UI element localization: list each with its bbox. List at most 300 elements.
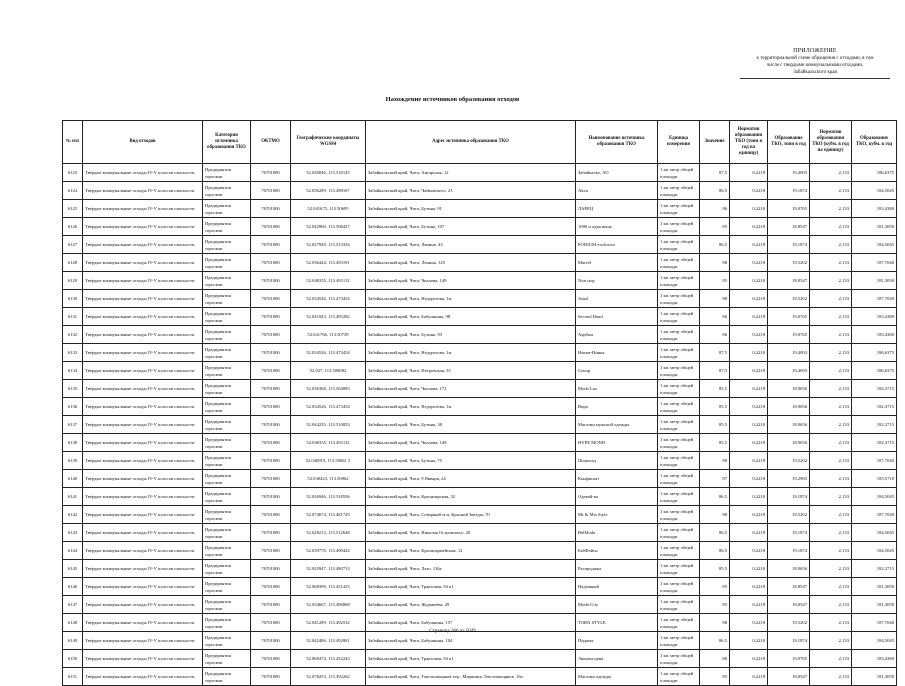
- cell-coordinates: 52.041675, 113.50695: [291, 200, 366, 218]
- cell-oktmo: 76701000: [251, 182, 291, 200]
- cell-norm-tons: 0,2218: [730, 470, 768, 488]
- cell-tons-per-year: 18,9656: [768, 560, 810, 578]
- cell-number: 6149: [63, 632, 83, 650]
- cell-tons-per-year: 19,4093: [768, 344, 810, 362]
- table-row: [63, 434, 897, 452]
- cell-address: Забайкальский край, Чита, Чкалова, 149: [366, 434, 576, 452]
- cell-norm-tons: 0,2218: [730, 398, 768, 416]
- cell-value: 85,5: [700, 416, 730, 434]
- cell-oktmo: 76701000: [251, 200, 291, 218]
- cell-oktmo: 76701000: [251, 236, 291, 254]
- cell-norm-cubic: 2,133: [810, 344, 852, 362]
- cell-number: 6125: [63, 200, 83, 218]
- cell-norm-cubic: 2,133: [810, 290, 852, 308]
- cell-unit: 1 кв. метр общей площади: [658, 614, 700, 632]
- cell-tons-per-year: 18,8547: [768, 596, 810, 614]
- cell-value: 86,5: [700, 542, 730, 560]
- cell-coordinates: 52.044235, 113.510853: [291, 416, 366, 434]
- cell-unit: 1 кв. метр общей площади: [658, 578, 700, 596]
- cell-source-category: Предприятия торговли: [203, 542, 251, 560]
- cell-number: 6140: [63, 470, 83, 488]
- cell-source-category: Предприятия торговли: [203, 200, 251, 218]
- cell-cubic-per-year: 184,5045: [852, 488, 897, 506]
- cell-value: 86: [700, 650, 730, 668]
- cell-norm-tons: 0,2218: [730, 272, 768, 290]
- cell-tons-per-year: 19,1874: [768, 182, 810, 200]
- cell-value: 85: [700, 596, 730, 614]
- cell-tons-per-year: 18,8547: [768, 668, 810, 686]
- cell-value: 87: [700, 470, 730, 488]
- cell-number: 6148: [63, 614, 83, 632]
- cell-norm-tons: 0,2218: [730, 668, 768, 686]
- cell-oktmo: 76701000: [251, 542, 291, 560]
- cell-unit: 1 кв. метр общей площади: [658, 236, 700, 254]
- cell-oktmo: 76701000: [251, 434, 291, 452]
- header-col-norm-cubic: Норматив образования ТКО (кубм. в год на единицу): [810, 121, 852, 164]
- appendix-line: к территориальной схеме обращения с отходами, в том: [756, 56, 874, 61]
- cell-norm-cubic: 2,133: [810, 362, 852, 380]
- cell-norm-tons: 0,2218: [730, 326, 768, 344]
- cell-source-name: Akva: [576, 182, 658, 200]
- cell-tons-per-year: 19,5202: [768, 254, 810, 272]
- cell-source-category: Предприятия торговли: [203, 164, 251, 182]
- table-body: [63, 164, 897, 686]
- cell-address: Забайкальский край, Чита, Бутина, 38: [366, 416, 576, 434]
- cell-coordinates: 52.025947, 113.480713: [291, 560, 366, 578]
- cell-waste-type: Твёрдые коммунальные отходы IV-V классов опасности: [83, 164, 203, 182]
- cell-waste-type: Твёрдые коммунальные отходы IV-V классов опасности: [83, 344, 203, 362]
- cell-waste-type: Твёрдые коммунальные отходы IV-V классов опасности: [83, 506, 203, 524]
- cell-address: Забайкальский край, Чита, Бабушкина, 104: [366, 632, 576, 650]
- cell-tons-per-year: 19,0765: [768, 326, 810, 344]
- cell-source-category: Предприятия торговли: [203, 596, 251, 614]
- cell-number: 6132: [63, 326, 83, 344]
- cell-number: 6135: [63, 380, 83, 398]
- cell-norm-tons: 0,2218: [730, 200, 768, 218]
- cell-address: Забайкальский край, Чита, Красноармейская, 12: [366, 542, 576, 560]
- cell-tons-per-year: 18,9656: [768, 398, 810, 416]
- cell-cubic-per-year: 182,3715: [852, 560, 897, 578]
- cell-norm-tons: 0,2218: [730, 542, 768, 560]
- cell-coordinates: 52.034526, 113.473454: [291, 290, 366, 308]
- cell-oktmo: 76701000: [251, 344, 291, 362]
- cell-waste-type: Твёрдые коммунальные отходы IV-V классов опасности: [83, 578, 203, 596]
- cell-tons-per-year: 19,1874: [768, 488, 810, 506]
- cell-value: 85: [700, 668, 730, 686]
- cell-unit: 1 кв. метр общей площади: [658, 668, 700, 686]
- cell-unit: 1 кв. метр общей площади: [658, 506, 700, 524]
- cell-source-name: Эконом-цена: [576, 650, 658, 668]
- table-row: [63, 290, 897, 308]
- cell-waste-type: Твёрдые коммунальные отходы IV-V классов опасности: [83, 398, 203, 416]
- cell-coordinates: 52.041843, 113.495282: [291, 308, 366, 326]
- cell-cubic-per-year: 181,3050: [852, 272, 897, 290]
- cell-norm-tons: 0,2218: [730, 632, 768, 650]
- cell-coordinates: 52.040355, 113.491112: [291, 272, 366, 290]
- cell-tons-per-year: 18,9656: [768, 434, 810, 452]
- table-row: [63, 650, 897, 668]
- cell-value: 85,5: [700, 434, 730, 452]
- cell-oktmo: 76701000: [251, 632, 291, 650]
- cell-source-name: Шоколад: [576, 452, 658, 470]
- cell-coordinates: 52.036289, 113.498167: [291, 182, 366, 200]
- cell-value: 85: [700, 218, 730, 236]
- table-row: [63, 668, 897, 686]
- cell-number: 6145: [63, 560, 83, 578]
- cell-tons-per-year: 19,1874: [768, 542, 810, 560]
- cell-tons-per-year: 19,2983: [768, 470, 810, 488]
- cell-number: 6123: [63, 164, 83, 182]
- cell-address: Забайкальский край, Чита, 9 Января, 24: [366, 470, 576, 488]
- cell-coordinates: 52.034526, 113.473454: [291, 344, 366, 362]
- cell-value: 87,5: [700, 164, 730, 182]
- cell-oktmo: 76701000: [251, 650, 291, 668]
- cell-norm-cubic: 2,133: [810, 326, 852, 344]
- cell-number: 6124: [63, 182, 83, 200]
- header-col-tons-per-year: Образование ТКО, тонн в год: [768, 121, 810, 164]
- cell-waste-type: Твёрдые коммунальные отходы IV-V классов опасности: [83, 254, 203, 272]
- cell-address: Забайкальский край, Чита, Петровская, 35: [366, 362, 576, 380]
- table-row: [63, 524, 897, 542]
- cell-source-category: Предприятия торговли: [203, 380, 251, 398]
- cell-source-category: Предприятия торговли: [203, 398, 251, 416]
- cell-number: 6138: [63, 434, 83, 452]
- cell-cubic-per-year: 185,5710: [852, 470, 897, 488]
- cell-value: 85,5: [700, 560, 730, 578]
- appendix-line: Забайкальского края: [793, 70, 837, 75]
- cell-waste-type: Твёрдые коммунальные отходы IV-V классов опасности: [83, 434, 203, 452]
- cell-cubic-per-year: 187,7040: [852, 506, 897, 524]
- cell-norm-cubic: 2,133: [810, 308, 852, 326]
- cell-coordinates: 52.028213, 113.512648: [291, 524, 366, 542]
- cell-address: Забайкальский край, Чита, Текстильщиков тер., Мариинск Текстильщиков, 16а: [366, 668, 576, 686]
- cell-norm-tons: 0,2218: [730, 596, 768, 614]
- cell-norm-tons: 0,2218: [730, 254, 768, 272]
- header-col-unit: Единица измерения: [658, 121, 700, 164]
- document-title: Нахождение источников образования отходов: [385, 96, 520, 103]
- table-row: [63, 164, 897, 182]
- cell-unit: 1 кв. метр общей площади: [658, 416, 700, 434]
- cell-source-name: Надежный: [576, 578, 658, 596]
- cell-source-category: Предприятия торговли: [203, 452, 251, 470]
- cell-oktmo: 76701000: [251, 578, 291, 596]
- cell-value: 88: [700, 254, 730, 272]
- cell-unit: 1 кв. метр общей площади: [658, 470, 700, 488]
- cell-address: Забайкальский край, Чита, Трактовая, 54 к1: [366, 650, 576, 668]
- cell-waste-type: Твёрдые коммунальные отходы IV-V классов опасности: [83, 236, 203, 254]
- cell-source-name: ЛАРЕЦ: [576, 200, 658, 218]
- table-row: [63, 326, 897, 344]
- cell-source-category: Предприятия торговли: [203, 326, 251, 344]
- cell-norm-tons: 0,2218: [730, 290, 768, 308]
- cell-coordinates: 52.040819, 113.50661 5: [291, 452, 366, 470]
- cell-value: 88: [700, 452, 730, 470]
- cell-coordinates: 52.078253, 113.392262: [291, 668, 366, 686]
- appendix-heading: ПРИЛОЖЕНИЕ: [793, 48, 837, 54]
- header-col-norm-tons: Норматив образования ТКО (тонн в год на единицу): [730, 121, 768, 164]
- cell-norm-cubic: 2,133: [810, 434, 852, 452]
- cell-number: 6134: [63, 362, 83, 380]
- cell-norm-tons: 0,2218: [730, 182, 768, 200]
- cell-source-name: Одевай-ка: [576, 488, 658, 506]
- cell-source-name: Moda-City: [576, 596, 658, 614]
- cell-number: 6144: [63, 542, 83, 560]
- cell-value: 85: [700, 272, 730, 290]
- header-col-address: Адрес источника образования ТКО: [366, 121, 576, 164]
- cell-waste-type: Твёрдые коммунальные отходы IV-V классов опасности: [83, 182, 203, 200]
- cell-source-category: Предприятия торговли: [203, 236, 251, 254]
- cell-value: 86,5: [700, 182, 730, 200]
- cell-cubic-per-year: 187,7040: [852, 452, 897, 470]
- cell-source-name: Нитки-Нинка: [576, 344, 658, 362]
- cell-cubic-per-year: 184,5045: [852, 236, 897, 254]
- cell-tons-per-year: 18,9656: [768, 380, 810, 398]
- cell-coordinates: 52.040355, 113.491112: [291, 434, 366, 452]
- header-col-source-name: Наименование источника образования ТКО: [576, 121, 658, 164]
- table-row: [63, 506, 897, 524]
- cell-cubic-per-year: 186,6375: [852, 344, 897, 362]
- cell-oktmo: 76701000: [251, 362, 291, 380]
- table-row: [63, 560, 897, 578]
- cell-source-category: Предприятия торговли: [203, 650, 251, 668]
- cell-tons-per-year: 19,0765: [768, 308, 810, 326]
- cell-oktmo: 76701000: [251, 596, 291, 614]
- table-row: [63, 416, 897, 434]
- cell-number: 6147: [63, 596, 83, 614]
- cell-coordinates: 52.074674, 113.481729: [291, 506, 366, 524]
- cell-source-name: TORN STYLE: [576, 614, 658, 632]
- cell-norm-cubic: 2,133: [810, 578, 852, 596]
- cell-source-category: Предприятия торговли: [203, 344, 251, 362]
- cell-oktmo: 76701000: [251, 398, 291, 416]
- cell-source-category: Предприятия торговли: [203, 488, 251, 506]
- cell-cubic-per-year: 187,7040: [852, 290, 897, 308]
- cell-source-category: Предприятия торговли: [203, 308, 251, 326]
- cell-source-name: РODIUM-exclusive: [576, 236, 658, 254]
- cell-norm-cubic: 2,133: [810, 668, 852, 686]
- cell-address: Забайкальский край, Чита, Лазо, 116а: [366, 560, 576, 578]
- cell-norm-tons: 0,2218: [730, 650, 768, 668]
- cell-unit: 1 кв. метр общей площади: [658, 254, 700, 272]
- cell-source-name: БабФэйсн: [576, 542, 658, 560]
- cell-norm-tons: 0,2218: [730, 488, 768, 506]
- cell-address: Забайкальский край, Чита, Чкалова, 149: [366, 272, 576, 290]
- cell-waste-type: Твёрдые коммунальные отходы IV-V классов опасности: [83, 668, 203, 686]
- table-row: [63, 308, 897, 326]
- cell-coordinates: 52.041289, 113.492532: [291, 614, 366, 632]
- cell-value: 86,5: [700, 524, 730, 542]
- cell-value: 87,5: [700, 362, 730, 380]
- cell-source-name: Конфискат: [576, 470, 658, 488]
- cell-address: Забайкальский край, Чита, Недорезова, 1м: [366, 344, 576, 362]
- cell-unit: 1 кв. метр общей площади: [658, 524, 700, 542]
- cell-number: 6146: [63, 578, 83, 596]
- cell-source-name: Харбин: [576, 326, 658, 344]
- cell-number: 6142: [63, 506, 83, 524]
- cell-address: Забайкальский край, Чита, Журавлёва, 29: [366, 596, 576, 614]
- cell-norm-cubic: 2,133: [810, 542, 852, 560]
- cell-number: 6143: [63, 524, 83, 542]
- cell-source-name: Забайкалье, АО: [576, 164, 658, 182]
- cell-tons-per-year: 19,0765: [768, 650, 810, 668]
- cell-tons-per-year: 19,1874: [768, 632, 810, 650]
- table-row: [63, 488, 897, 506]
- table-row: [63, 362, 897, 380]
- cell-source-category: Предприятия торговли: [203, 182, 251, 200]
- cell-coordinates: 52.027949, 113.513334: [291, 236, 366, 254]
- page-number: Страница 366 из 5049: [429, 629, 476, 634]
- cell-norm-cubic: 2,133: [810, 596, 852, 614]
- cell-norm-cubic: 2,133: [810, 488, 852, 506]
- cell-norm-tons: 0,2218: [730, 452, 768, 470]
- cell-address: Забайкальский край, Чита, Чкалова, 172: [366, 380, 576, 398]
- cell-unit: 1 кв. метр общей площади: [658, 434, 700, 452]
- cell-address: Забайкальский край, Чита, Северный м-н, Красной Звезды, 70: [366, 506, 576, 524]
- cell-coordinates: 52.036368, 113.504083: [291, 380, 366, 398]
- cell-oktmo: 76701000: [251, 614, 291, 632]
- appendix-line: числе с твердыми коммунальными отходами,: [766, 63, 864, 68]
- header-col-value: Значение: [700, 121, 730, 164]
- cell-source-name: 1000 и одна вещь: [576, 218, 658, 236]
- cell-oktmo: 76701000: [251, 488, 291, 506]
- cell-coordinates: 52.041766, 113.50739: [291, 326, 366, 344]
- cell-norm-cubic: 2,133: [810, 164, 852, 182]
- table-row: [63, 182, 897, 200]
- cell-waste-type: Твёрдые коммунальные отходы IV-V классов опасности: [83, 326, 203, 344]
- cell-address: Забайкальский край, Чита, Николая Островского, 20: [366, 524, 576, 542]
- cell-waste-type: Твёрдые коммунальные отходы IV-V классов опасности: [83, 272, 203, 290]
- cell-cubic-per-year: 184,5045: [852, 542, 897, 560]
- cell-number: 6141: [63, 488, 83, 506]
- cell-norm-tons: 0,2218: [730, 164, 768, 182]
- cell-tons-per-year: 19,0765: [768, 200, 810, 218]
- table-header-row: [63, 121, 897, 164]
- cell-oktmo: 76701000: [251, 272, 291, 290]
- cell-cubic-per-year: 181,3050: [852, 668, 897, 686]
- cell-oktmo: 76701000: [251, 164, 291, 182]
- cell-unit: 1 кв. метр общей площади: [658, 632, 700, 650]
- header-col-coordinates: Географические координаты WGS84: [291, 121, 366, 164]
- cell-coordinates: 52.034667, 113.496868: [291, 596, 366, 614]
- appendix-block: [735, 48, 895, 79]
- cell-address: Забайкальский край, Чита, Бутина, 93: [366, 326, 576, 344]
- cell-unit: 1 кв. метр общей площади: [658, 218, 700, 236]
- cell-cubic-per-year: 183,4380: [852, 308, 897, 326]
- cell-value: 86: [700, 326, 730, 344]
- table-row: [63, 344, 897, 362]
- table-row: [63, 470, 897, 488]
- cell-norm-cubic: 2,133: [810, 452, 852, 470]
- cell-cubic-per-year: 183,4380: [852, 650, 897, 668]
- cell-value: 88: [700, 290, 730, 308]
- cell-coordinates: 52.026946, 113.518556: [291, 488, 366, 506]
- cell-address: Забайкальский край, Чита, Ленина, 125: [366, 254, 576, 272]
- cell-norm-tons: 0,2218: [730, 524, 768, 542]
- cell-value: 85,5: [700, 398, 730, 416]
- cell-unit: 1 кв. метр общей площади: [658, 398, 700, 416]
- cell-unit: 1 кв. метр общей площади: [658, 362, 700, 380]
- cell-value: 87,5: [700, 344, 730, 362]
- cell-number: 6129: [63, 272, 83, 290]
- cell-number: 6127: [63, 236, 83, 254]
- cell-source-name: Вира: [576, 398, 658, 416]
- cell-norm-cubic: 2,133: [810, 236, 852, 254]
- cell-unit: 1 кв. метр общей площади: [658, 326, 700, 344]
- cell-waste-type: Твёрдые коммунальные отходы IV-V классов опасности: [83, 632, 203, 650]
- cell-source-name: HYPE MOND: [576, 434, 658, 452]
- cell-address: Забайкальский край, Чита, Бутина, 75: [366, 452, 576, 470]
- cell-address: Забайкальский край, Чита, Бутина, 107: [366, 218, 576, 236]
- cell-waste-type: Твёрдые коммунальные отходы IV-V классов опасности: [83, 380, 203, 398]
- cell-number: 6130: [63, 290, 83, 308]
- cell-number: 6137: [63, 416, 83, 434]
- cell-unit: 1 кв. метр общей площади: [658, 596, 700, 614]
- cell-tons-per-year: 19,5202: [768, 614, 810, 632]
- cell-norm-tons: 0,2218: [730, 578, 768, 596]
- header-col-oktmo: ОКТМО: [251, 121, 291, 164]
- table-row: [63, 596, 897, 614]
- cell-source-name: Магазин мужской одежды: [576, 416, 658, 434]
- cell-source-name: Mr & Mrs Style: [576, 506, 658, 524]
- cell-waste-type: Твёрдые коммунальные отходы IV-V классов опасности: [83, 362, 203, 380]
- cell-address: Забайкальский край, Чита, Красноярская, 32: [366, 488, 576, 506]
- cell-unit: 1 кв. метр общей площади: [658, 272, 700, 290]
- table-row: [63, 398, 897, 416]
- cell-oktmo: 76701000: [251, 254, 291, 272]
- cell-norm-tons: 0,2218: [730, 416, 768, 434]
- cell-cubic-per-year: 187,7040: [852, 254, 897, 272]
- cell-cubic-per-year: 181,3050: [852, 218, 897, 236]
- cell-norm-tons: 0,2218: [730, 614, 768, 632]
- header-col-number: № п/п: [63, 121, 83, 164]
- cell-number: 6150: [63, 650, 83, 668]
- cell-source-category: Предприятия торговли: [203, 272, 251, 290]
- cell-coordinates: 52.020046, 113.518145: [291, 164, 366, 182]
- table-row: [63, 632, 897, 650]
- cell-value: 88: [700, 506, 730, 524]
- cell-source-category: Предприятия торговли: [203, 632, 251, 650]
- cell-oktmo: 76701000: [251, 308, 291, 326]
- cell-norm-cubic: 2,133: [810, 614, 852, 632]
- table-row: [63, 578, 897, 596]
- cell-unit: 1 кв. метр общей площади: [658, 380, 700, 398]
- cell-norm-cubic: 2,133: [810, 650, 852, 668]
- cell-waste-type: Твёрдые коммунальные отходы IV-V классов опасности: [83, 218, 203, 236]
- cell-oktmo: 76701000: [251, 470, 291, 488]
- cell-norm-tons: 0,2218: [730, 506, 768, 524]
- cell-source-name: Second Hand: [576, 308, 658, 326]
- table-row: [63, 218, 897, 236]
- cell-number: 6128: [63, 254, 83, 272]
- cell-coordinates: 52.027, 113.508082: [291, 362, 366, 380]
- table-row: [63, 254, 897, 272]
- cell-tons-per-year: 19,1874: [768, 524, 810, 542]
- cell-unit: 1 кв. метр общей площади: [658, 308, 700, 326]
- cell-oktmo: 76701000: [251, 560, 291, 578]
- cell-coordinates: 52.039778, 113.490424: [291, 542, 366, 560]
- table-row: [63, 236, 897, 254]
- cell-cubic-per-year: 184,5045: [852, 524, 897, 542]
- cell-norm-cubic: 2,133: [810, 506, 852, 524]
- cell-unit: 1 кв. метр общей площади: [658, 560, 700, 578]
- cell-cubic-per-year: 181,3050: [852, 578, 897, 596]
- cell-tons-per-year: 19,5202: [768, 452, 810, 470]
- table-row: [63, 200, 897, 218]
- cell-norm-cubic: 2,133: [810, 218, 852, 236]
- cell-source-category: Предприятия торговли: [203, 362, 251, 380]
- table-row: [63, 272, 897, 290]
- cell-cubic-per-year: 187,7040: [852, 614, 897, 632]
